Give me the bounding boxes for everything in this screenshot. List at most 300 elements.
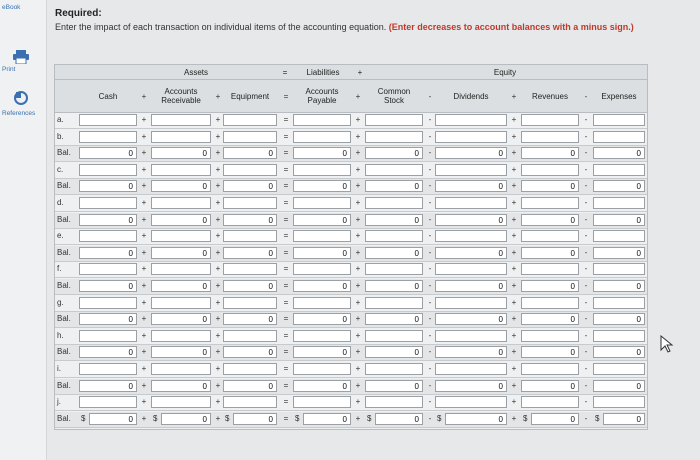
amount-input[interactable] bbox=[79, 263, 137, 275]
amount-input[interactable] bbox=[435, 197, 507, 209]
amount-input[interactable] bbox=[365, 230, 423, 242]
row-operator: - bbox=[428, 214, 432, 224]
column-header-6 bbox=[521, 92, 579, 101]
row-operator: + bbox=[215, 347, 221, 357]
row-operator: + bbox=[141, 148, 147, 158]
row-operator: + bbox=[511, 115, 517, 124]
balance-row bbox=[55, 345, 647, 361]
column-header-row bbox=[55, 80, 647, 113]
balance-row bbox=[55, 146, 647, 162]
amount-input[interactable] bbox=[365, 114, 423, 126]
row-operator: = bbox=[283, 198, 289, 207]
row-operator: = bbox=[283, 380, 289, 390]
amount-input[interactable] bbox=[593, 114, 645, 126]
amount-input[interactable] bbox=[151, 363, 211, 375]
amount-input[interactable] bbox=[365, 363, 423, 375]
row-operator: + bbox=[511, 148, 517, 158]
amount-input[interactable] bbox=[593, 197, 645, 209]
references-icon[interactable] bbox=[13, 90, 29, 111]
amount-input[interactable] bbox=[365, 263, 423, 275]
row-operator: + bbox=[215, 264, 221, 274]
column-header-2 bbox=[223, 92, 277, 101]
row-operator: = bbox=[283, 347, 289, 357]
question-header bbox=[55, 8, 695, 33]
row-label: Bal. bbox=[57, 314, 71, 324]
amount-input[interactable] bbox=[151, 330, 211, 342]
amount-input[interactable] bbox=[521, 164, 579, 176]
amount-input[interactable] bbox=[151, 131, 211, 143]
row-operator: + bbox=[355, 281, 361, 290]
balance-row bbox=[55, 412, 647, 428]
row-operator: + bbox=[355, 214, 361, 224]
accounting-equation-table bbox=[54, 64, 648, 430]
row-operator: - bbox=[584, 314, 588, 324]
amount-input[interactable] bbox=[151, 164, 211, 176]
balance-value: 0 bbox=[223, 280, 277, 292]
balance-value: 0 bbox=[365, 147, 423, 159]
balance-value: 0 bbox=[435, 214, 507, 226]
row-operator: - bbox=[584, 247, 588, 257]
balance-value: 0 bbox=[233, 413, 277, 425]
amount-input[interactable] bbox=[593, 230, 645, 242]
amount-input[interactable] bbox=[79, 164, 137, 176]
dollar-sign: $ bbox=[225, 413, 230, 423]
amount-input[interactable] bbox=[521, 263, 579, 275]
row-operator: + bbox=[215, 164, 221, 174]
amount-input[interactable] bbox=[593, 297, 645, 309]
row-operator: + bbox=[215, 397, 221, 407]
row-label: Bal. bbox=[57, 281, 71, 290]
row-operator: + bbox=[215, 148, 221, 158]
balance-value: 0 bbox=[293, 346, 351, 358]
balance-value: 0 bbox=[293, 313, 351, 325]
row-operator: - bbox=[428, 281, 432, 290]
column-header-line2: Payable bbox=[307, 96, 337, 105]
row-operator: - bbox=[584, 198, 588, 207]
amount-input[interactable] bbox=[521, 114, 579, 126]
mouse-cursor-icon bbox=[660, 335, 674, 358]
balance-value: 0 bbox=[151, 380, 211, 392]
amount-input[interactable] bbox=[151, 263, 211, 275]
row-operator: + bbox=[511, 231, 517, 241]
amount-input[interactable] bbox=[521, 297, 579, 309]
balance-row bbox=[55, 312, 647, 328]
amount-input[interactable] bbox=[365, 131, 423, 143]
row-operator: - bbox=[428, 164, 432, 174]
amount-input[interactable] bbox=[79, 330, 137, 342]
row-operator: = bbox=[283, 231, 289, 241]
amount-input[interactable] bbox=[521, 396, 579, 408]
group-plus-sign: + bbox=[357, 68, 363, 77]
amount-input[interactable] bbox=[293, 363, 351, 375]
balance-row bbox=[55, 213, 647, 229]
dollar-sign: $ bbox=[81, 413, 86, 423]
row-operator: - bbox=[428, 198, 432, 207]
amount-input[interactable] bbox=[435, 230, 507, 242]
assets-group-label: Assets bbox=[183, 68, 208, 77]
dollar-sign: $ bbox=[153, 413, 158, 423]
transaction-row bbox=[55, 196, 647, 212]
references-link[interactable]: References bbox=[2, 110, 36, 117]
balance-row bbox=[55, 379, 647, 395]
amount-input[interactable] bbox=[521, 363, 579, 375]
row-operator: + bbox=[141, 281, 147, 290]
header-operator: - bbox=[584, 92, 588, 101]
amount-input[interactable] bbox=[151, 297, 211, 309]
amount-input[interactable] bbox=[79, 363, 137, 375]
instruction-text bbox=[55, 21, 695, 33]
row-operator: - bbox=[584, 264, 588, 274]
row-operator: + bbox=[215, 115, 221, 124]
instruction-emphasis: (Enter decreases to account balances with a minus sign.) bbox=[388, 22, 634, 32]
row-operator: - bbox=[428, 413, 432, 423]
transaction-row bbox=[55, 163, 647, 179]
header-operator: - bbox=[428, 92, 432, 101]
balance-value: 0 bbox=[521, 380, 579, 392]
required-heading: Required: bbox=[55, 8, 102, 19]
balance-row bbox=[55, 279, 647, 295]
amount-input[interactable] bbox=[223, 297, 277, 309]
balance-value: 0 bbox=[151, 313, 211, 325]
row-label: Bal. bbox=[57, 413, 71, 423]
row-operator: + bbox=[511, 314, 517, 324]
header-operator: + bbox=[215, 92, 221, 101]
balance-value: 0 bbox=[79, 380, 137, 392]
row-operator: = bbox=[283, 214, 289, 224]
row-operator: + bbox=[355, 330, 361, 340]
amount-input[interactable] bbox=[593, 396, 645, 408]
row-operator: + bbox=[511, 131, 517, 141]
balance-value: 0 bbox=[531, 413, 579, 425]
amount-input[interactable] bbox=[79, 197, 137, 209]
row-label: d. bbox=[57, 198, 64, 207]
row-operator: + bbox=[215, 297, 221, 307]
row-operator: + bbox=[215, 314, 221, 324]
row-label: f. bbox=[57, 264, 62, 274]
row-label: c. bbox=[57, 164, 64, 174]
row-operator: - bbox=[584, 148, 588, 158]
transaction-row bbox=[55, 329, 647, 345]
left-sidebar bbox=[0, 0, 47, 460]
row-operator: + bbox=[141, 264, 147, 274]
amount-input[interactable] bbox=[435, 297, 507, 309]
amount-input[interactable] bbox=[593, 164, 645, 176]
row-label: Bal. bbox=[57, 347, 71, 357]
row-operator: + bbox=[141, 314, 147, 324]
row-operator: + bbox=[215, 247, 221, 257]
balance-value: 0 bbox=[303, 413, 351, 425]
balance-value: 0 bbox=[365, 313, 423, 325]
amount-input[interactable] bbox=[435, 114, 507, 126]
amount-input[interactable] bbox=[293, 396, 351, 408]
balance-value: 0 bbox=[89, 413, 137, 425]
balance-value: 0 bbox=[79, 280, 137, 292]
amount-input[interactable] bbox=[521, 330, 579, 342]
row-operator: + bbox=[355, 413, 361, 423]
column-header-line1: Cash bbox=[98, 92, 118, 101]
balance-value: 0 bbox=[223, 313, 277, 325]
amount-input[interactable] bbox=[79, 396, 137, 408]
dollar-sign: $ bbox=[437, 413, 442, 423]
column-header-line2: Stock bbox=[383, 96, 404, 105]
row-operator: = bbox=[283, 264, 289, 274]
row-operator: - bbox=[584, 413, 588, 423]
row-operator: + bbox=[355, 314, 361, 324]
amount-input[interactable] bbox=[435, 263, 507, 275]
row-operator: + bbox=[355, 380, 361, 390]
balance-value: 0 bbox=[293, 147, 351, 159]
amount-input[interactable] bbox=[223, 164, 277, 176]
amount-input[interactable] bbox=[435, 396, 507, 408]
row-operator: + bbox=[511, 281, 517, 290]
row-operator: - bbox=[428, 297, 432, 307]
row-operator: + bbox=[511, 264, 517, 274]
amount-input[interactable] bbox=[223, 197, 277, 209]
row-operator: + bbox=[511, 164, 517, 174]
balance-value: 0 bbox=[293, 214, 351, 226]
balance-value: 0 bbox=[365, 346, 423, 358]
row-operator: - bbox=[428, 264, 432, 274]
amount-input[interactable] bbox=[151, 396, 211, 408]
row-label: Bal. bbox=[57, 380, 71, 390]
row-operator: = bbox=[283, 131, 289, 141]
row-operator: + bbox=[215, 198, 221, 207]
row-operator: - bbox=[584, 297, 588, 307]
row-operator: + bbox=[355, 297, 361, 307]
balance-value: 0 bbox=[151, 180, 211, 192]
amount-input[interactable] bbox=[223, 131, 277, 143]
row-operator: + bbox=[511, 297, 517, 307]
amount-input[interactable] bbox=[365, 297, 423, 309]
row-operator: + bbox=[355, 231, 361, 241]
balance-value: 0 bbox=[593, 247, 645, 259]
row-operator: = bbox=[283, 297, 289, 307]
balance-value: 0 bbox=[603, 413, 645, 425]
balance-value: 0 bbox=[435, 380, 507, 392]
amount-input[interactable] bbox=[293, 263, 351, 275]
column-header-0 bbox=[79, 92, 137, 101]
balance-value: 0 bbox=[293, 247, 351, 259]
row-operator: = bbox=[283, 181, 289, 191]
amount-input[interactable] bbox=[593, 330, 645, 342]
balance-value: 0 bbox=[593, 147, 645, 159]
balance-value: 0 bbox=[593, 380, 645, 392]
amount-input[interactable] bbox=[223, 363, 277, 375]
row-operator: + bbox=[355, 397, 361, 407]
row-operator: + bbox=[355, 198, 361, 207]
row-operator: - bbox=[428, 247, 432, 257]
amount-input[interactable] bbox=[435, 164, 507, 176]
row-operator: - bbox=[584, 380, 588, 390]
amount-input[interactable] bbox=[435, 363, 507, 375]
balance-value: 0 bbox=[593, 280, 645, 292]
amount-input[interactable] bbox=[223, 396, 277, 408]
amount-input[interactable] bbox=[79, 114, 137, 126]
balance-value: 0 bbox=[223, 346, 277, 358]
balance-value: 0 bbox=[521, 180, 579, 192]
row-operator: + bbox=[141, 231, 147, 241]
transaction-row bbox=[55, 395, 647, 411]
amount-input[interactable] bbox=[521, 230, 579, 242]
amount-input[interactable] bbox=[365, 330, 423, 342]
row-operator: + bbox=[141, 247, 147, 257]
amount-input[interactable] bbox=[151, 230, 211, 242]
print-icon[interactable] bbox=[13, 50, 29, 69]
row-operator: + bbox=[215, 214, 221, 224]
amount-input[interactable] bbox=[293, 297, 351, 309]
balance-value: 0 bbox=[223, 147, 277, 159]
row-operator: + bbox=[511, 413, 517, 423]
row-operator: + bbox=[511, 347, 517, 357]
row-operator: + bbox=[355, 347, 361, 357]
amount-input[interactable] bbox=[223, 230, 277, 242]
column-header-line1: Revenues bbox=[531, 92, 569, 101]
amount-input[interactable] bbox=[293, 164, 351, 176]
balance-value: 0 bbox=[521, 247, 579, 259]
row-operator: = bbox=[283, 330, 289, 340]
balance-value: 0 bbox=[151, 147, 211, 159]
header-operator: + bbox=[511, 92, 517, 101]
row-operator: - bbox=[428, 131, 432, 141]
balance-value: 0 bbox=[365, 380, 423, 392]
row-operator: - bbox=[584, 364, 588, 373]
row-operator: + bbox=[141, 198, 147, 207]
amount-input[interactable] bbox=[293, 131, 351, 143]
balance-value: 0 bbox=[223, 380, 277, 392]
amount-input[interactable] bbox=[79, 131, 137, 143]
amount-input[interactable] bbox=[293, 230, 351, 242]
balance-value: 0 bbox=[79, 247, 137, 259]
balance-value: 0 bbox=[435, 313, 507, 325]
amount-input[interactable] bbox=[79, 297, 137, 309]
row-operator: - bbox=[428, 231, 432, 241]
row-operator: + bbox=[215, 281, 221, 290]
amount-input[interactable] bbox=[435, 131, 507, 143]
balance-value: 0 bbox=[151, 214, 211, 226]
group-equals-sign: = bbox=[282, 68, 288, 77]
row-operator: - bbox=[428, 330, 432, 340]
row-operator: + bbox=[141, 164, 147, 174]
balance-value: 0 bbox=[293, 280, 351, 292]
row-operator: + bbox=[355, 247, 361, 257]
amount-input[interactable] bbox=[151, 197, 211, 209]
amount-input[interactable] bbox=[293, 330, 351, 342]
balance-value: 0 bbox=[79, 346, 137, 358]
balance-value: 0 bbox=[521, 280, 579, 292]
row-operator: + bbox=[141, 397, 147, 407]
amount-input[interactable] bbox=[521, 131, 579, 143]
row-operator: + bbox=[355, 364, 361, 373]
row-operator: + bbox=[215, 380, 221, 390]
row-operator: + bbox=[355, 148, 361, 158]
row-label: j. bbox=[57, 397, 61, 407]
amount-input[interactable] bbox=[223, 263, 277, 275]
amount-input[interactable] bbox=[223, 330, 277, 342]
balance-value: 0 bbox=[79, 147, 137, 159]
ebook-link[interactable]: eBook bbox=[2, 4, 21, 11]
dollar-sign: $ bbox=[523, 413, 528, 423]
equity-group-label: Equity bbox=[493, 68, 517, 77]
column-header-line1: Accounts bbox=[305, 87, 339, 96]
row-operator: - bbox=[584, 214, 588, 224]
balance-value: 0 bbox=[293, 180, 351, 192]
transaction-row bbox=[55, 130, 647, 146]
amount-input[interactable] bbox=[365, 396, 423, 408]
balance-value: 0 bbox=[151, 280, 211, 292]
row-operator: = bbox=[283, 397, 289, 407]
row-operator: + bbox=[141, 181, 147, 191]
column-header-line1: Dividends bbox=[453, 92, 489, 101]
balance-value: 0 bbox=[593, 313, 645, 325]
amount-input[interactable] bbox=[593, 131, 645, 143]
amount-input[interactable] bbox=[521, 197, 579, 209]
column-header-3 bbox=[293, 87, 351, 105]
row-operator: - bbox=[584, 347, 588, 357]
amount-input[interactable] bbox=[365, 197, 423, 209]
balance-value: 0 bbox=[435, 280, 507, 292]
amount-input[interactable] bbox=[365, 164, 423, 176]
balance-value: 0 bbox=[79, 180, 137, 192]
amount-input[interactable] bbox=[435, 330, 507, 342]
column-header-5 bbox=[435, 92, 507, 101]
row-label: a. bbox=[57, 115, 64, 124]
amount-input[interactable] bbox=[79, 230, 137, 242]
row-operator: - bbox=[584, 115, 588, 124]
row-label: Bal. bbox=[57, 247, 71, 257]
row-operator: - bbox=[428, 380, 432, 390]
balance-value: 0 bbox=[223, 214, 277, 226]
header-operator: + bbox=[141, 92, 147, 101]
header-operator: + bbox=[355, 92, 361, 101]
row-operator: - bbox=[428, 347, 432, 357]
column-header-1 bbox=[151, 87, 211, 105]
transaction-row bbox=[55, 296, 647, 312]
balance-value: 0 bbox=[151, 247, 211, 259]
amount-input[interactable] bbox=[223, 114, 277, 126]
column-header-line1: Common bbox=[377, 87, 411, 96]
row-operator: + bbox=[215, 330, 221, 340]
row-operator: + bbox=[141, 330, 147, 340]
amount-input[interactable] bbox=[293, 114, 351, 126]
balance-row bbox=[55, 179, 647, 195]
amount-input[interactable] bbox=[151, 114, 211, 126]
row-operator: - bbox=[584, 181, 588, 191]
balance-row bbox=[55, 246, 647, 262]
row-operator: = bbox=[283, 148, 289, 158]
row-operator: - bbox=[428, 115, 432, 124]
amount-input[interactable] bbox=[293, 197, 351, 209]
amount-input[interactable] bbox=[593, 263, 645, 275]
row-operator: + bbox=[141, 364, 147, 373]
balance-value: 0 bbox=[521, 214, 579, 226]
balance-value: 0 bbox=[293, 380, 351, 392]
balance-value: 0 bbox=[365, 247, 423, 259]
balance-value: 0 bbox=[375, 413, 423, 425]
balance-value: 0 bbox=[445, 413, 507, 425]
balance-value: 0 bbox=[365, 180, 423, 192]
balance-value: 0 bbox=[435, 147, 507, 159]
row-operator: - bbox=[584, 281, 588, 290]
amount-input[interactable] bbox=[593, 363, 645, 375]
balance-value: 0 bbox=[521, 313, 579, 325]
row-label: Bal. bbox=[57, 214, 71, 224]
row-operator: + bbox=[511, 330, 517, 340]
print-link[interactable]: Print bbox=[2, 66, 16, 73]
row-label: g. bbox=[57, 297, 64, 307]
row-operator: + bbox=[141, 413, 147, 423]
row-operator: = bbox=[283, 164, 289, 174]
row-operator: + bbox=[511, 397, 517, 407]
